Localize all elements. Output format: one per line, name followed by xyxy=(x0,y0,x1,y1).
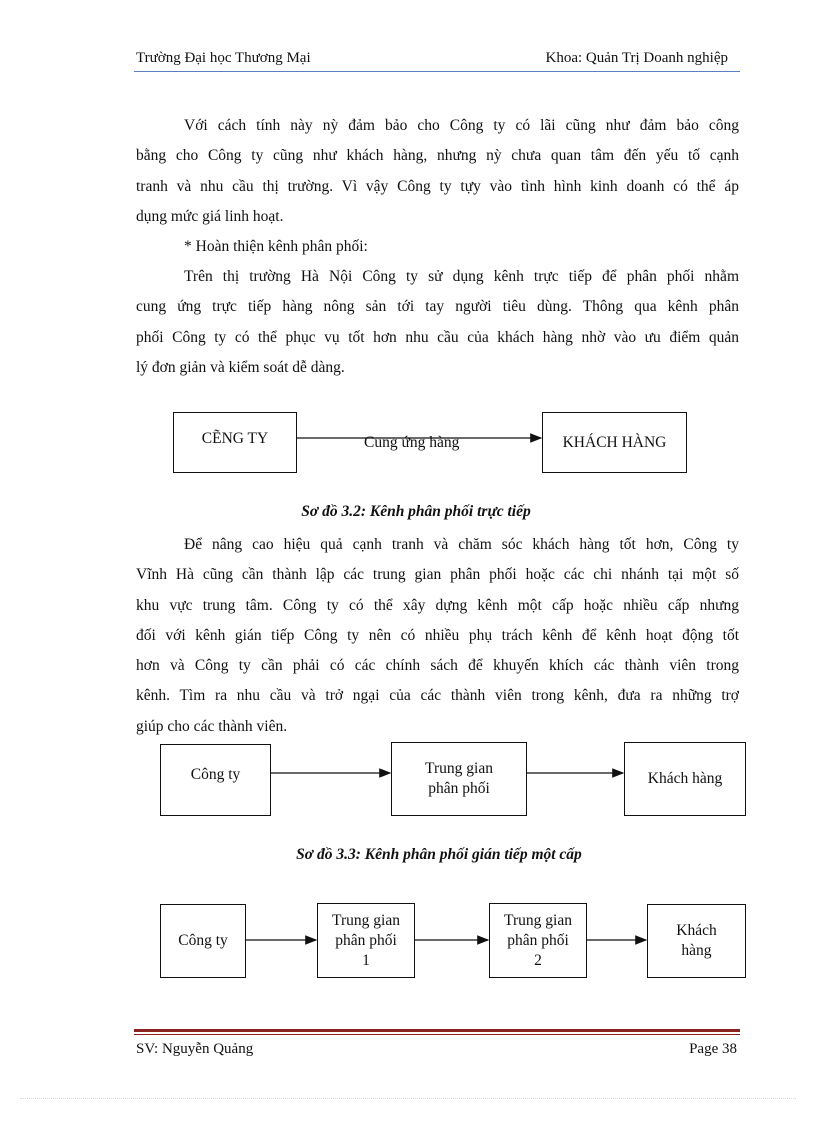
text-line: tranh và nhu cầu thị trường. Vì vậy Công ty tựy vào tình hình kinh doanh có thể áp xyxy=(136,177,739,195)
footer-divider-thin xyxy=(134,1034,740,1035)
box-customer xyxy=(647,904,746,978)
text-line: giúp cho các thành viên. xyxy=(136,717,288,735)
header-divider xyxy=(134,71,740,72)
box-intermediary-2 xyxy=(489,903,587,978)
box-intermediary-1 xyxy=(317,903,415,978)
box-label: KHÁCH HÀNG xyxy=(562,433,667,451)
section-heading-distribution xyxy=(136,232,739,262)
box-company xyxy=(160,744,271,816)
box-label: Trung gian xyxy=(504,911,572,929)
box-label: Công ty xyxy=(178,932,228,949)
box-label: Trung gian xyxy=(332,911,400,929)
text-line: Trên thị trường Hà Nội Công ty sử dụng kênh trực tiếp để phân phối nhằm xyxy=(184,268,739,285)
box-label: phân phối xyxy=(428,780,490,797)
arrow-label-supply: Cung ứng hàng xyxy=(364,434,460,451)
box-label: Khách xyxy=(676,922,717,939)
box-customer xyxy=(542,412,687,473)
text-line: Vĩnh Hà cũng cần thành lập các trung gian phân phối hoặc các chi nhánh tại một số xyxy=(136,566,739,584)
page-edge xyxy=(20,1098,796,1099)
box-label: phân phối xyxy=(335,931,397,949)
caption-diagram-3-2: Sơ đồ 3.2: Kênh phân phối trực tiếp xyxy=(301,503,531,520)
box-label: Công ty xyxy=(190,766,241,783)
box-label: 1 xyxy=(362,951,370,969)
header-school: Trường Đại học Thương Mại xyxy=(136,50,311,66)
box-label: 2 xyxy=(534,951,542,969)
text-line: hơn và Công ty cần phải có các chính sách để khuyến khích các thành viên trong xyxy=(136,657,739,675)
box-label: phân phối xyxy=(507,931,569,949)
text-line: * Hoàn thiện kênh phân phối: xyxy=(184,238,368,255)
text-line: lý đơn giản và kiểm soát dễ dàng. xyxy=(136,358,345,376)
text-line: bằng cho Công ty cũng như khách hàng, nhưng nỳ chưa quan tâm đến yếu tố cạnh xyxy=(136,147,739,165)
text-line: phối Công ty có thể phục vụ tốt hơn nhu cầu của khách hàng nhờ vào ưu điểm quản xyxy=(136,328,739,346)
text-line: đối với kênh gián tiếp Công ty nên có nhiều phụ trách kênh để kênh hoạt động tốt xyxy=(136,626,739,644)
footer-divider-thick xyxy=(134,1029,740,1032)
footer-student: SV: Nguyễn Quảng xyxy=(136,1041,254,1057)
box-label: Trung gian xyxy=(425,760,493,777)
box-label: Khách hàng xyxy=(647,770,723,787)
caption-diagram-3-3: Sơ đồ 3.3: Kênh phân phối gián tiếp một cấp xyxy=(296,846,582,863)
text-line: Để nâng cao hiệu quả cạnh tranh và chăm sóc khách hàng tốt hơn, Công ty xyxy=(184,536,739,553)
paragraph-pricing xyxy=(136,111,739,232)
box-intermediary xyxy=(391,742,527,816)
box-company xyxy=(160,904,246,978)
text-line: Với cách tính này nỳ đảm bảo cho Công ty có lãi cũng như đảm bảo công xyxy=(184,117,739,134)
box-company xyxy=(173,412,297,473)
footer-page-number: Page 38 xyxy=(689,1041,737,1057)
text-line: dụng mức giá linh hoạt. xyxy=(136,207,284,225)
paragraph-direct-channel xyxy=(136,262,739,383)
text-line: khu vực trung tâm. Công ty có thể xây dựng kênh một cấp hoặc nhiều cấp nhưng xyxy=(136,596,739,614)
header-faculty: Khoa: Quản Trị Doanh nghiệp xyxy=(545,50,728,66)
text-line: kênh. Tìm ra nhu cầu và trở ngại của các thành viên trong kênh, đưa ra những trợ xyxy=(136,687,739,705)
box-label: CẼNG TY xyxy=(201,430,269,447)
box-label: hàng xyxy=(681,942,712,959)
paragraph-indirect-channel xyxy=(136,530,739,742)
text-line: cung ứng trực tiếp hàng nông sản tới tay người tiêu dùng. Thông qua kênh phân xyxy=(136,298,739,316)
box-customer xyxy=(624,742,746,816)
